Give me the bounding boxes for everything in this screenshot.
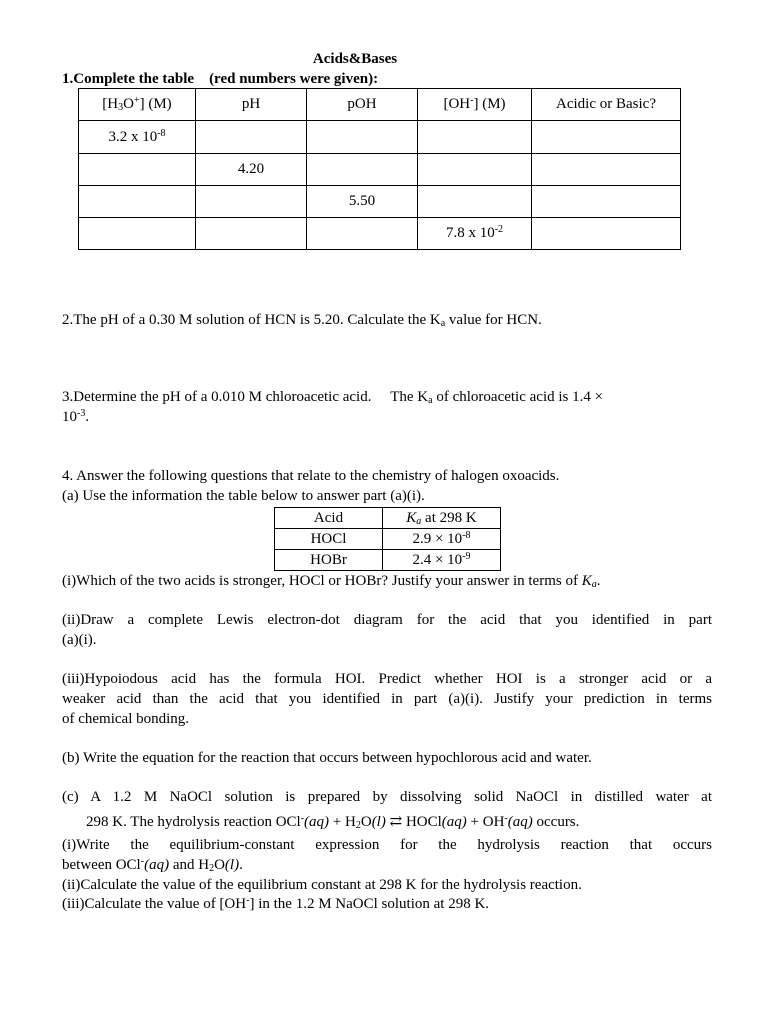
table-row	[275, 529, 501, 550]
cell-empty	[418, 121, 532, 154]
table-row	[79, 186, 681, 218]
cell-empty	[196, 121, 307, 154]
cell-empty	[532, 186, 681, 218]
cell-empty	[79, 186, 196, 218]
table-row	[79, 121, 681, 154]
table-row	[79, 154, 681, 186]
cell-empty	[196, 186, 307, 218]
cell-empty	[79, 218, 196, 250]
table-row	[79, 218, 681, 250]
header-acidic-basic: Acidic or Basic?	[532, 89, 681, 121]
question-4a-iii-line3: of chemical bonding.	[62, 711, 190, 727]
question-4c-line1: (c) A 1.2 M NaOCl solution is prepared by dissolving solid NaOCl in distilled water at	[62, 789, 712, 805]
question-4c-i-line2: between OCl-(aq) and $H_2O(l)$.	[62, 856, 243, 874]
cell-empty	[307, 154, 418, 186]
cell-h3o-given: 3.2 x $10^{-8}$	[79, 121, 196, 154]
question-4c-i-line1: (i)Write the equilibrium-constant expression for the hydrolysis reaction that occurs	[62, 837, 712, 853]
question-4a-ii-line1: (ii)Draw a complete Lewis electron-dot diagram for the acid that you identified in part	[62, 612, 712, 628]
question-4c-ii: (ii)Calculate the value of the equilibrium constant at 298 K for the hydrolysis reaction.	[62, 877, 582, 893]
cell-empty	[307, 121, 418, 154]
question-4a-iii-line2: weaker acid than the acid that you identified in part (a)(i). Justify your prediction in terms	[62, 691, 712, 707]
cell-ka-hocl: $2.9 \times 10^{-8}$	[383, 529, 501, 550]
ph-table-header-row	[79, 89, 681, 121]
cell-empty	[307, 218, 418, 250]
table-row	[275, 550, 501, 571]
header-oh: [OH-] (M)	[418, 89, 532, 121]
cell-empty	[79, 154, 196, 186]
header-acid: Acid	[275, 508, 383, 529]
question-4a-intro: (a) Use the information the table below to answer part (a)(i).	[62, 488, 425, 504]
equilibrium-arrow: ⇄	[385, 814, 406, 830]
question-2: 2.The pH of a 0.30 M solution of HCN is 5.20. Calculate the $K_a$ value for HCN.	[62, 312, 542, 329]
q1-note: (red numbers were given):	[209, 71, 379, 87]
header-ka: $K_a$ at 298 K	[383, 508, 501, 529]
cell-ka-hobr: $2.4 \times 10^{-9}$	[383, 550, 501, 571]
cell-ph-given: 4.20	[196, 154, 307, 186]
cell-empty	[532, 121, 681, 154]
ph-table	[78, 88, 681, 250]
cell-acid-hocl: HOCl	[275, 529, 383, 550]
question-4-intro: 4. Answer the following questions that relate to the chemistry of halogen oxoacids.	[62, 468, 560, 484]
question-4a-iii-line1: (iii)Hypoiodous acid has the formula HOI. Predict whether HOI is a stronger acid or a	[62, 671, 712, 687]
question-4b: (b) Write the equation for the reaction that occurs between hypochlorous acid and water.	[62, 750, 592, 766]
question-3: 3.Determine the pH of a 0.010 M chloroacetic acid. The $K_a$ of chloroacetic acid is 1.4 ×	[62, 389, 604, 406]
cell-empty	[418, 186, 532, 218]
q1-heading	[62, 71, 378, 88]
header-poh: pOH	[307, 89, 418, 121]
cell-acid-hobr: HOBr	[275, 550, 383, 571]
ka-table	[274, 507, 501, 571]
cell-empty	[196, 218, 307, 250]
header-ph: pH	[196, 89, 307, 121]
page-title: Acids&Bases	[312, 51, 398, 67]
cell-empty	[532, 218, 681, 250]
question-4c-iii: (iii)Calculate the value of [OH-] in the 1.2 M NaOCl solution at 298 K.	[62, 895, 490, 912]
question-4c-line2: 298 K. The hydrolysis reaction $OCl^-(aq) + H_2O(l)$ ⇄ HOCl(aq) + OH-(aq) occurs.	[86, 813, 580, 831]
question-4a-ii-line2: (a)(i).	[62, 632, 97, 648]
q1-heading-text: 1.Complete the table	[62, 71, 195, 87]
header-h3o: $[H_3O^+]$ (M)	[79, 89, 196, 121]
cell-empty	[418, 154, 532, 186]
cell-empty	[532, 154, 681, 186]
cell-oh-given: 7.8 x $10^{-2}$	[418, 218, 532, 250]
question-4a-i: (i)Which of the two acids is stronger, HOCl or HOBr? Justify your answer in terms of $K_a$.	[62, 573, 601, 590]
cell-poh-given: 5.50	[307, 186, 418, 218]
ka-table-header-row	[275, 508, 501, 529]
question-3-cont: $10^{-3}$.	[62, 408, 90, 425]
